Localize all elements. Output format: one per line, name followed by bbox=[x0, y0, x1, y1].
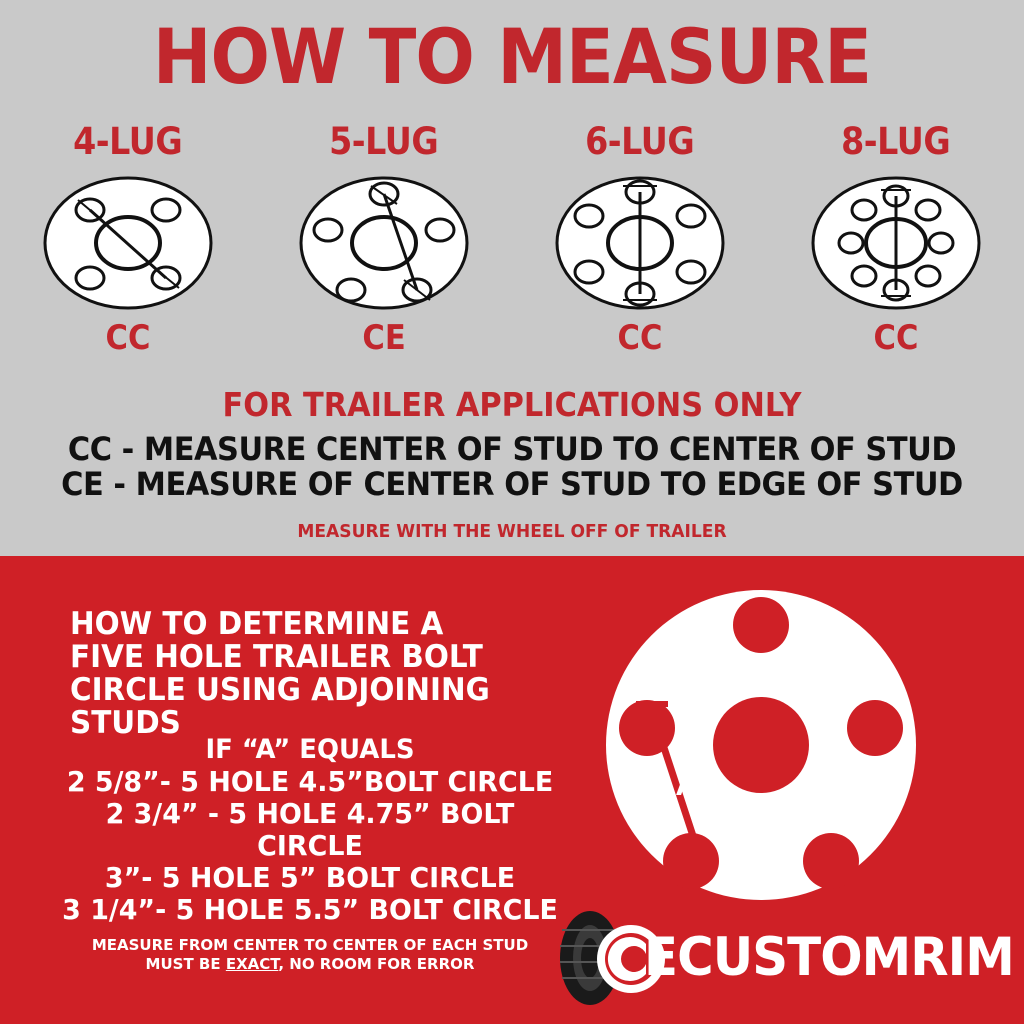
brand-logo bbox=[540, 908, 1014, 1018]
bolt-list-lead: IF “A” EQUALS bbox=[205, 734, 415, 765]
lug-code-8: CC bbox=[873, 318, 919, 358]
legend-ce: CE - MEASURE OF CENTER OF STUD TO EDGE OF STUD bbox=[61, 465, 963, 503]
bottom-note-post: , NO ROOM FOR ERROR bbox=[278, 955, 475, 973]
brand-name: ECUSTOMRIM bbox=[644, 927, 1014, 988]
bottom-note-line1: MEASURE FROM CENTER TO CENTER OF EACH STUD bbox=[91, 936, 529, 954]
bolt-list-item: 3”- 5 HOLE 5” BOLT CIRCLE bbox=[104, 861, 516, 894]
wheel-8-lug-icon bbox=[801, 168, 991, 318]
measure-label-a: A bbox=[676, 772, 697, 802]
trailer-applications-note: FOR TRAILER APPLICATIONS ONLY bbox=[222, 385, 802, 424]
bottom-note-pre: MUST BE bbox=[145, 955, 226, 973]
bottom-heading: HOW TO DETERMINE A FIVE HOLE TRAILER BOLT CIRCLE USING ADJOINING STUDS bbox=[70, 606, 490, 741]
lug-card-6 bbox=[512, 122, 768, 372]
five-lug-hub-icon bbox=[596, 580, 926, 910]
bottom-note-line2 bbox=[40, 955, 580, 974]
bolt-list-item: 2 3/4” - 5 HOLE 4.75” BOLT CIRCLE bbox=[105, 797, 515, 862]
wheel-6-lug-icon bbox=[545, 168, 735, 318]
lug-card-5 bbox=[256, 122, 512, 372]
lug-diagram-row bbox=[0, 122, 1024, 372]
wheel-off-note: MEASURE WITH THE WHEEL OFF OF TRAILER bbox=[297, 521, 727, 542]
lug-code-6: CC bbox=[617, 318, 663, 358]
lug-title-4: 4-LUG bbox=[73, 120, 183, 163]
bolt-list-item: 3 1/4”- 5 HOLE 5.5” BOLT CIRCLE bbox=[62, 893, 558, 926]
measurement-legend bbox=[26, 432, 999, 502]
bolt-circle-list bbox=[51, 734, 569, 926]
lug-title-6: 6-LUG bbox=[585, 120, 695, 163]
legend-cc: CC - MEASURE CENTER OF STUD TO CENTER OF STUD bbox=[67, 430, 957, 468]
lug-title-8: 8-LUG bbox=[841, 120, 951, 163]
lug-code-5: CE bbox=[362, 318, 406, 358]
lug-code-4: CC bbox=[105, 318, 151, 358]
hub-diagram bbox=[596, 580, 926, 915]
wheel-5-lug-icon bbox=[289, 168, 479, 318]
bottom-note-emphasis: EXACT bbox=[225, 955, 279, 973]
bottom-note bbox=[40, 936, 580, 974]
lug-card-4 bbox=[0, 122, 256, 372]
bottom-section bbox=[0, 556, 1024, 1024]
bolt-list-item: 2 5/8”- 5 HOLE 4.5”BOLT CIRCLE bbox=[66, 765, 554, 798]
lug-card-8 bbox=[768, 122, 1024, 372]
lug-title-5: 5-LUG bbox=[329, 120, 439, 163]
wheel-4-lug-icon bbox=[33, 168, 223, 318]
page-title: HOW TO MEASURE bbox=[152, 12, 872, 101]
